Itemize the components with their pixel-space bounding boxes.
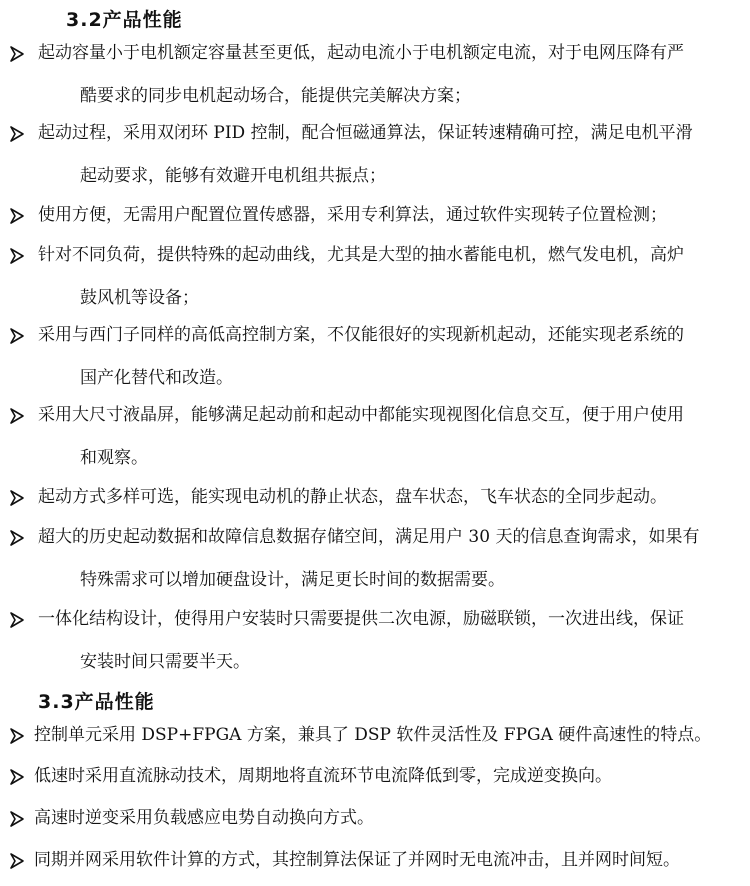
list-item-text-continued: 鼓风机等设备；: [80, 288, 199, 308]
list-item-text: 针对不同负荷，提供特殊的起动曲线，尤其是大型的抽水蓄能电机，燃气发电机，高炉: [38, 245, 684, 265]
list-item-text: 起动方式多样可选，能实现电动机的静止状态，盘车状态，飞车状态的全同步起动。: [38, 487, 667, 507]
arrow-bullet-icon: [8, 528, 26, 548]
arrow-bullet-icon: [8, 326, 26, 346]
section-heading-3-3: 3.3产品性能: [38, 691, 155, 713]
arrow-bullet-icon: [8, 851, 26, 871]
arrow-bullet-icon: [8, 124, 26, 144]
list-item-text: 控制单元采用 DSP+FPGA 方案，兼具了 DSP 软件灵活性及 FPGA 硬件高速性的特点。: [34, 725, 712, 745]
list-item-text: 低速时采用直流脉动技术，周期地将直流环节电流降低到零，完成逆变换向。: [34, 766, 612, 786]
list-item-text-continued: 国产化替代和改造。: [80, 368, 233, 388]
list-item-text-continued: 特殊需求可以增加硬盘设计，满足更长时间的数据需要。: [80, 570, 505, 590]
arrow-bullet-icon: [8, 44, 26, 64]
list-item-text-continued: 安装时间只需要半天。: [80, 652, 250, 672]
list-item-text: 采用与西门子同样的高低高控制方案，不仅能很好的实现新机起动，还能实现老系统的: [38, 325, 684, 345]
arrow-bullet-icon: [8, 206, 26, 226]
arrow-bullet-icon: [8, 767, 26, 787]
list-item-text: 高速时逆变采用负载感应电势自动换向方式。: [34, 808, 374, 828]
list-item-text: 使用方便，无需用户配置位置传感器，采用专利算法，通过软件实现转子位置检测；: [38, 205, 667, 225]
arrow-bullet-icon: [8, 406, 26, 426]
list-item-text: 起动容量小于电机额定容量甚至更低，起动电流小于电机额定电流，对于电网压降有严: [38, 43, 684, 63]
list-item-text-continued: 和观察。: [80, 448, 148, 468]
arrow-bullet-icon: [8, 610, 26, 630]
list-item-text: 超大的历史起动数据和故障信息数据存储空间，满足用户 30 天的信息查询需求，如果有: [38, 527, 700, 547]
list-item-text-continued: 酷要求的同步电机起动场合，能提供完美解决方案；: [80, 86, 471, 106]
arrow-bullet-icon: [8, 488, 26, 508]
arrow-bullet-icon: [8, 246, 26, 266]
section-heading-3-2: 3.2产品性能: [66, 9, 183, 31]
list-item-text: 一体化结构设计，使得用户安装时只需要提供二次电源，励磁联锁，一次进出线，保证: [38, 609, 684, 629]
list-item-text: 起动过程，采用双闭环 PID 控制，配合恒磁通算法，保证转速精确可控，满足电机平滑: [38, 123, 693, 143]
arrow-bullet-icon: [8, 809, 26, 829]
arrow-bullet-icon: [8, 726, 26, 746]
list-item-text: 同期并网采用软件计算的方式，其控制算法保证了并网时无电流冲击，且并网时间短。: [34, 850, 680, 870]
list-item-text-continued: 起动要求，能够有效避开电机组共振点；: [80, 166, 386, 186]
list-item-text: 采用大尺寸液晶屏，能够满足起动前和起动中都能实现视图化信息交互，便于用户使用: [38, 405, 684, 425]
